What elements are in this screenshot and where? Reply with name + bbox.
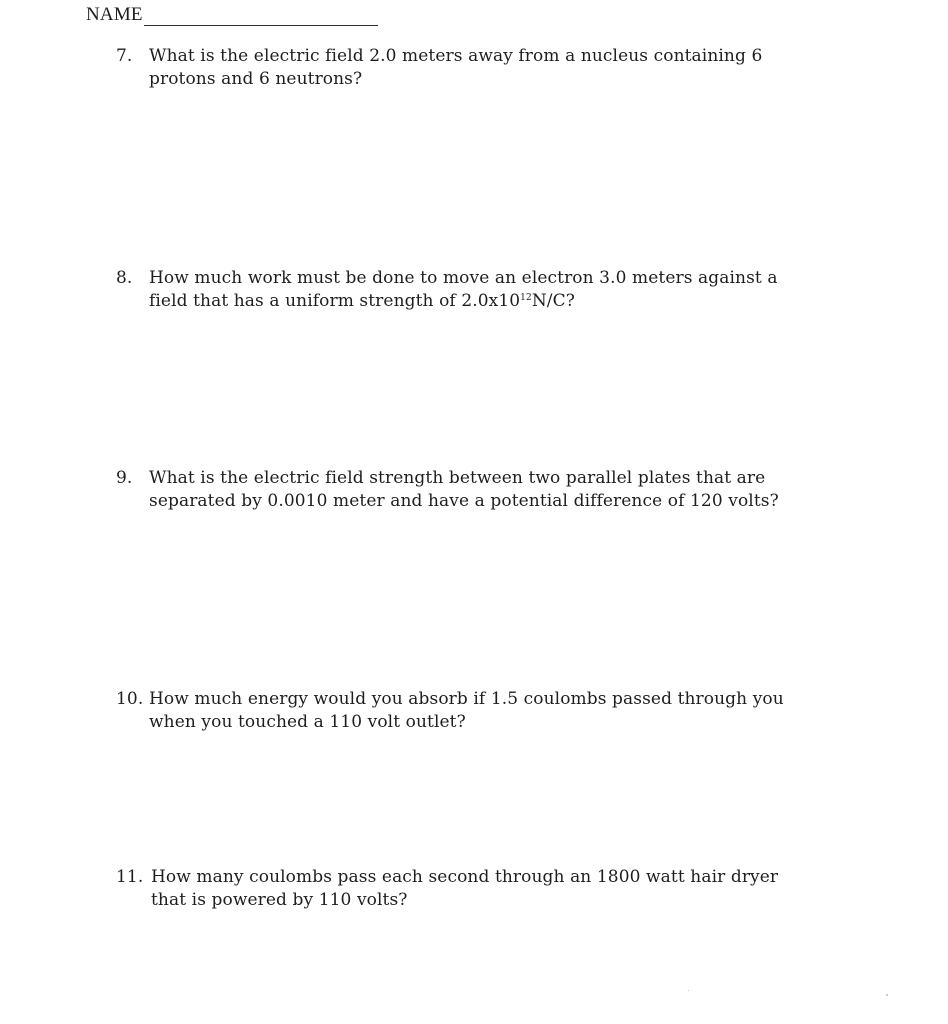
question-text-line1: How many coulombs pass each second through an 1800 watt hair dryer (151, 867, 779, 887)
field-strength-exponent: 12 (520, 293, 532, 303)
field-strength-unit: N/C? (531, 291, 575, 311)
question-text-line2: when you touched a 110 volt outlet? (149, 712, 466, 732)
question-text-line2 (116, 290, 778, 313)
question-11 (116, 866, 778, 912)
question-10 (116, 688, 784, 734)
question-number: 7. (116, 46, 133, 66)
question-text-line2: protons and 6 neutrons? (149, 69, 363, 89)
field-strength-mantissa: field that has a uniform strength of 2.0x10 (149, 291, 521, 311)
question-number: 9. (116, 468, 133, 488)
question-7 (116, 45, 762, 91)
question-text-line2: that is powered by 110 volts? (151, 890, 408, 910)
question-number: 11. (116, 867, 144, 887)
question-number: 8. (116, 268, 133, 288)
question-number: 10. (116, 689, 144, 709)
question-8 (116, 267, 778, 313)
question-text-line2: separated by 0.0010 meter and have a potential difference of 120 volts? (149, 491, 779, 511)
question-text-line1: How much energy would you absorb if 1.5 coulombs passed through you (149, 689, 784, 709)
name-blank-line[interactable] (144, 6, 378, 26)
question-text-line1: What is the electric field strength between two parallel plates that are (149, 468, 766, 488)
paper-speck (688, 990, 689, 991)
name-label: NAME (86, 4, 143, 25)
question-text-line1: What is the electric field 2.0 meters away from a nucleus containing 6 (149, 46, 763, 66)
question-text-line1: How much work must be done to move an electron 3.0 meters against a (149, 268, 778, 288)
question-9 (116, 467, 779, 513)
paper-speck (886, 994, 888, 996)
name-field (86, 4, 378, 26)
